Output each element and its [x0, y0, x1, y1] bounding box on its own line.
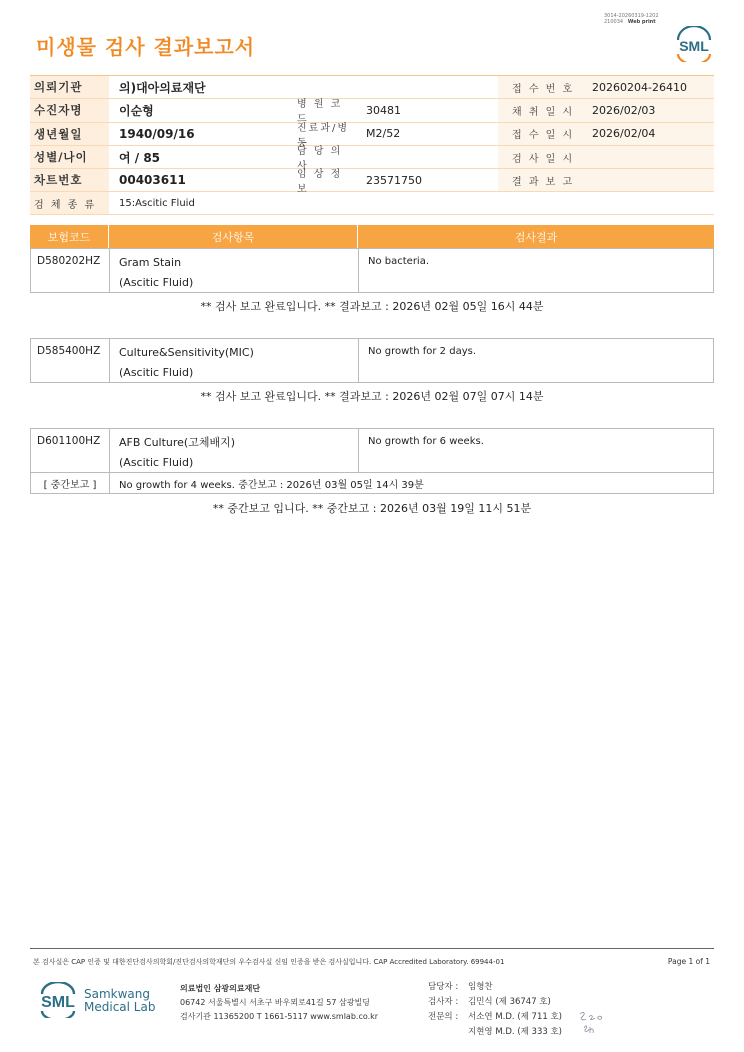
- info-value: [584, 169, 714, 191]
- logo-text: SML: [679, 38, 709, 54]
- footer-certification: 본 검사실은 CAP 인증 및 대한진단검사의학회/진단검사의학재단의 우수검사실 신임 인증을 받은 검사실입니다. CAP Accredited Laboratory. 69944-01: [33, 958, 505, 966]
- info-value: 23571750: [366, 173, 422, 187]
- result-item: [110, 429, 359, 472]
- result-note: ** 중간보고 입니다. ** 중간보고 : 2026년 03월 19일 11시 51분: [212, 502, 532, 515]
- info-label: 임 상 정 보: [297, 169, 343, 196]
- info-row: [30, 99, 714, 126]
- result-item-name: Culture&Sensitivity(MIC): [119, 346, 254, 359]
- page-number: Page 1 of 1: [667, 957, 710, 966]
- print-id-line1: 3014-20260319-1202: [604, 13, 659, 19]
- info-value: 20260204-26410: [584, 76, 714, 98]
- footer-divider: [30, 948, 714, 949]
- staff-list: [428, 980, 562, 1040]
- info-row: [30, 169, 714, 196]
- result-row: [30, 428, 714, 473]
- info-label: 검 사 일 시: [498, 146, 584, 168]
- info-value: 1940/09/16: [119, 126, 195, 141]
- info-value: 00403611: [119, 173, 186, 188]
- info-value: 30481: [366, 103, 401, 117]
- sml-logo-icon: [672, 26, 716, 62]
- result-item-name: Gram Stain: [119, 256, 182, 269]
- result-specimen: (Ascitic Fluid): [119, 366, 194, 379]
- print-id-label: Web print: [627, 19, 656, 25]
- result-note: ** 검사 보고 완료입니다. ** 결과보고 : 2026년 02월 07일 07시 14분: [200, 390, 544, 403]
- interim-report-row: [30, 473, 714, 494]
- info-value: 의)대아의료재단: [119, 80, 206, 95]
- print-id: [604, 13, 659, 25]
- specimen-value: 15:Ascitic Fluid: [119, 197, 195, 209]
- result-item-name: AFB Culture(고체배지): [119, 436, 236, 449]
- footer-logo-text: SML: [41, 994, 75, 1011]
- result-value: No growth for 6 weeks.: [368, 436, 484, 447]
- result-row: [30, 338, 714, 383]
- info-label: 접 수 일 시: [498, 123, 584, 145]
- page-title: 미생물 검사 결과보고서: [36, 35, 256, 59]
- info-value: M2/52: [366, 127, 401, 141]
- staff-row: 지현영 M.D. (제 333 호): [468, 1027, 563, 1037]
- interim-label: [ 중간보고 ]: [31, 473, 110, 493]
- info-label: 차트번호: [30, 169, 109, 191]
- result-code: D601100HZ: [31, 429, 110, 472]
- header-code: 보험코드: [30, 225, 109, 248]
- info-label: 결 과 보 고: [498, 169, 584, 191]
- result-value: No growth for 2 days.: [368, 346, 477, 357]
- print-id-line2: [604, 19, 659, 25]
- info-label: 병 원 코 드: [297, 99, 343, 126]
- interim-text: No growth for 4 weeks. 중간보고 : 2026년 03월 05일 14시 39분: [119, 479, 424, 491]
- header-result: 검사결과: [514, 230, 558, 244]
- org-contact: 검사기관 11365200 T 1661-5117 www.smlab.co.kr: [180, 1012, 379, 1021]
- info-value: 이순형: [119, 103, 154, 118]
- specimen-row: [30, 192, 714, 215]
- info-label: 수진자명: [30, 99, 109, 121]
- info-row: [30, 146, 714, 173]
- brand-name: [84, 988, 155, 1014]
- staff-row: 담당자 : 임형찬: [428, 982, 493, 992]
- info-value: 2026/02/04: [584, 123, 714, 145]
- org-info: [180, 982, 378, 1024]
- info-row: [30, 76, 714, 99]
- staff-row: 전문의 : 서소연 M.D. (제 711 호): [428, 1012, 563, 1022]
- result-row: [30, 248, 714, 293]
- info-label: 의뢰기관: [30, 76, 109, 98]
- info-value: [584, 146, 714, 168]
- info-value: 2026/02/03: [584, 99, 714, 121]
- info-value: 여 / 85: [119, 150, 161, 165]
- info-label: 담 당 의 사: [297, 146, 343, 173]
- header-item: 검사항목: [109, 225, 358, 248]
- org-name: 의료법인 삼광의료재단: [180, 984, 261, 993]
- result-note: ** 검사 보고 완료입니다. ** 결과보고 : 2026년 02월 05일 16시 44분: [200, 300, 544, 313]
- staff-row: 검사자 : 김민식 (제 36747 호): [428, 997, 551, 1007]
- brand-line2: Medical Lab: [84, 1000, 156, 1014]
- patient-info-table: [30, 75, 714, 215]
- print-id-number: 210034: [604, 19, 624, 25]
- result-code: D580202HZ: [31, 249, 110, 292]
- info-label: 접 수 번 호: [498, 76, 584, 98]
- specimen-label: 검 체 종 류: [30, 192, 109, 214]
- result-code: D585400HZ: [31, 339, 110, 382]
- info-label: 성별/나이: [30, 146, 109, 168]
- info-label: 진료과/병동: [297, 122, 350, 149]
- result-item: [110, 339, 359, 382]
- brand-line1: Samkwang: [84, 987, 150, 1001]
- results-header: [30, 225, 714, 248]
- info-label: 채 취 일 시: [498, 99, 584, 121]
- result-value: No bacteria.: [368, 256, 430, 267]
- org-address: 06742 서울특별시 서초구 바우뫼로41길 57 삼광빌딩: [180, 998, 370, 1007]
- result-item: [110, 249, 359, 292]
- signature-image: [576, 1008, 610, 1036]
- info-label: 생년월일: [30, 123, 109, 145]
- result-specimen: (Ascitic Fluid): [119, 276, 194, 289]
- result-specimen: (Ascitic Fluid): [119, 456, 194, 469]
- info-row: [30, 122, 714, 149]
- sml-footer-logo-icon: [36, 982, 80, 1018]
